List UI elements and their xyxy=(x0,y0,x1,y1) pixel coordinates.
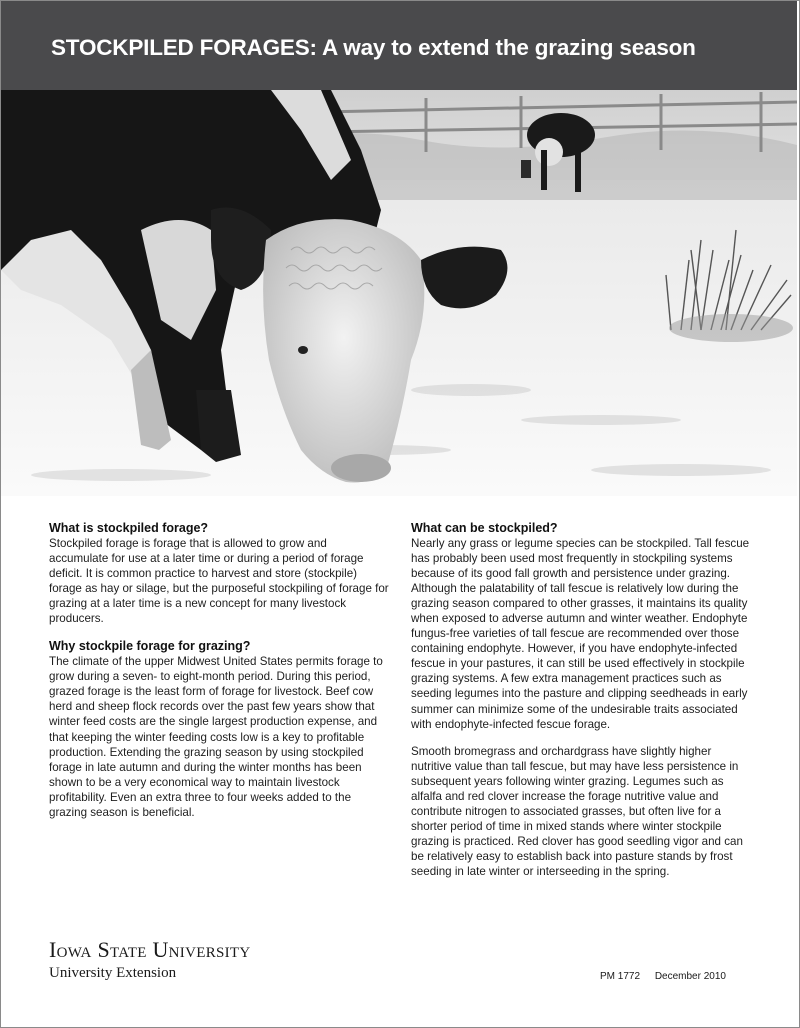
page-title: STOCKPILED FORAGES: A way to extend the grazing season xyxy=(51,35,696,60)
publication-date: December 2010 xyxy=(654,971,726,982)
section-body-why: The climate of the upper Midwest United States permits forage to grow during a seven- to eight-month period. During this period, grazed forage is the least form of forage for livestock. Beef cow herd and sheep flock records over the past few years show that winter feed costs are the single largest production expense, and that keeping the winter feeding costs low is a key to profitable production. Extending the grazing season by using stockpiled forage in late autumn and during the winter months has been shown to be a very economical way to maintain livestock profitability. Even an extra three to four weeks added to the grazing season is beneficial. xyxy=(49,655,383,819)
section-heading-why: Why stockpile forage for grazing? xyxy=(49,639,251,654)
isu-extension-logo xyxy=(49,938,251,982)
cover-photo-illustration xyxy=(1,90,797,496)
section-body-what-is: Stockpiled forage is forage that is allowed to grow and accumulate for use at a later time or during a period of forage deficit. It is common practice to harvest and store (stockpile) forage as hay or silage, but the purposeful stockpiling of forage for grazing at a later time is a new concept for many livestock producers. xyxy=(49,537,389,626)
title-bar xyxy=(1,1,797,90)
publication-number: PM 1772 xyxy=(600,971,641,982)
section-body-what-can-1: Nearly any grass or legume species can be stockpiled. Tall fescue has probably been used most frequently in stockpiling systems because of its good fall growth and persistence under grazing. Although the palatability of tall fescue is relatively low during the grazing season compared to other grasses, it maintains its quality when exposed to adverse autumn and winter weather. Endophyte fungus-free varieties of tall fescue are recommended over those containing endophyte. However, if you have endophyte-infected fescue in your pastures, it can still be used effectively in stockpile grazing systems. A few extra management practices such as seeding legumes into the pasture and clipping seedheads in early summer can minimize some of the undesirable traits associated with endophyte-infected fescue forage. xyxy=(411,537,750,731)
right-column xyxy=(411,520,751,879)
logo-subtitle: University Extension xyxy=(49,965,177,981)
cover-photo-cattle-in-snow xyxy=(1,90,797,496)
logo-wordmark: Iowa State University xyxy=(49,937,251,962)
section-heading-what-can: What can be stockpiled? xyxy=(411,521,558,535)
section-body-what-can-2: Smooth bromegrass and orchardgrass have slightly higher nutritive value than tall fescue, but may have less persistence in subsequent years following winter grazing. Legumes such as alfalfa and red clover increase the forage nutritive value and contribute nitrogen to associated grasses, but often live for a shorter period of time in mixed stands where winter stockpile grazing is practiced. Red clover has good seedling vigor and can be relatively easy to establish back into pasture stands by frost seeding in late winter or interseeding in the spring. xyxy=(411,744,743,878)
publication-footer xyxy=(600,971,726,982)
section-heading-what-is: What is stockpiled forage? xyxy=(49,521,209,535)
left-column xyxy=(49,520,389,820)
